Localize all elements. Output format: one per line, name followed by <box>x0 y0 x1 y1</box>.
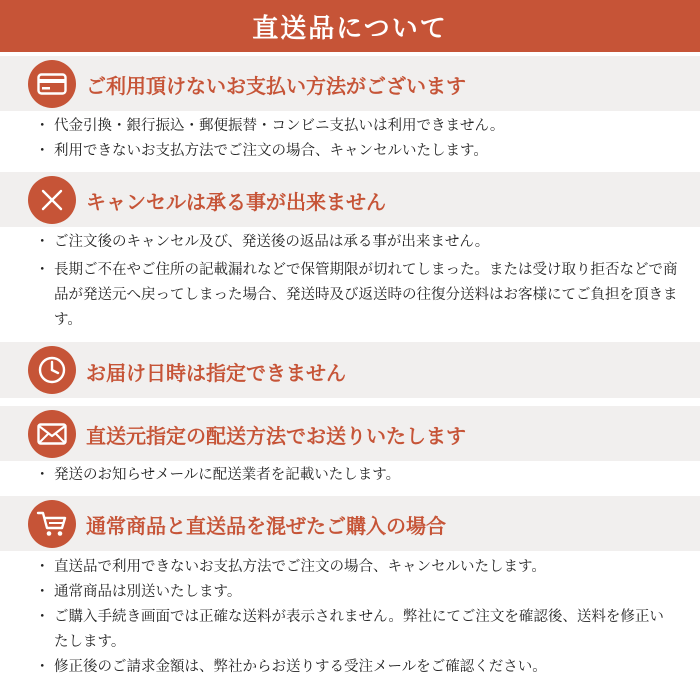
section-header-shipping <box>0 406 700 461</box>
list-item: ・ 長期ご不在やご住所の記載漏れなどで保管期限が切れてしまった。または受け取り拒否などで商品が発送元へ戻ってしまった場合、発送時及び返送時の往復分送料はお客様にてご負担を頂きます。 <box>38 258 678 333</box>
credit-card-icon <box>28 60 76 108</box>
section-title-payment: ご利用頂けないお支払い方法がございます <box>86 74 466 98</box>
cross-icon <box>28 176 76 224</box>
list-item: ・ 直送品で利用できないお支払方法でご注文の場合、キャンセルいたします。 <box>38 555 678 580</box>
clock-icon <box>28 346 76 394</box>
section-list-payment <box>38 114 678 164</box>
list-item: ・ 代金引換・銀行振込・郵便振替・コンビニ支払いは利用できません。 <box>38 114 678 139</box>
section-title-shipping: 直送元指定の配送方法でお送りいたします <box>86 424 466 448</box>
page-title-text: 直送品について <box>252 13 448 44</box>
envelope-icon <box>28 410 76 458</box>
section-header-payment <box>0 56 700 111</box>
section-title-mixed-order: 通常商品と直送品を混ぜたご購入の場合 <box>86 514 446 538</box>
section-header-delivery-time <box>0 342 700 398</box>
section-list-mixed-order <box>38 555 678 680</box>
list-item: ・ ご注文後のキャンセル及び、発送後の返品は承る事が出来ません。 <box>38 230 678 255</box>
list-item: ・ ご購入手続き画面では正確な送料が表示されません。弊社にてご注文を確認後、送料を修正いたします。 <box>38 605 678 655</box>
section-title-delivery-time: お届け日時は指定できません <box>86 361 346 385</box>
section-header-mixed-order <box>0 496 700 551</box>
section-header-cancel <box>0 172 700 227</box>
list-item: ・ 通常商品は別送いたします。 <box>38 580 678 605</box>
page-title <box>0 0 700 52</box>
list-item: ・ 修正後のご請求金額は、弊社からお送りする受注メールをご確認ください。 <box>38 655 678 680</box>
section-list-cancel <box>38 230 678 333</box>
shopping-cart-icon <box>28 500 76 548</box>
section-list-shipping <box>38 463 678 488</box>
list-item: ・ 発送のお知らせメールに配送業者を記載いたします。 <box>38 463 678 488</box>
section-title-cancel: キャンセルは承る事が出来ません <box>86 190 386 214</box>
list-item: ・ 利用できないお支払方法でご注文の場合、キャンセルいたします。 <box>38 139 678 164</box>
